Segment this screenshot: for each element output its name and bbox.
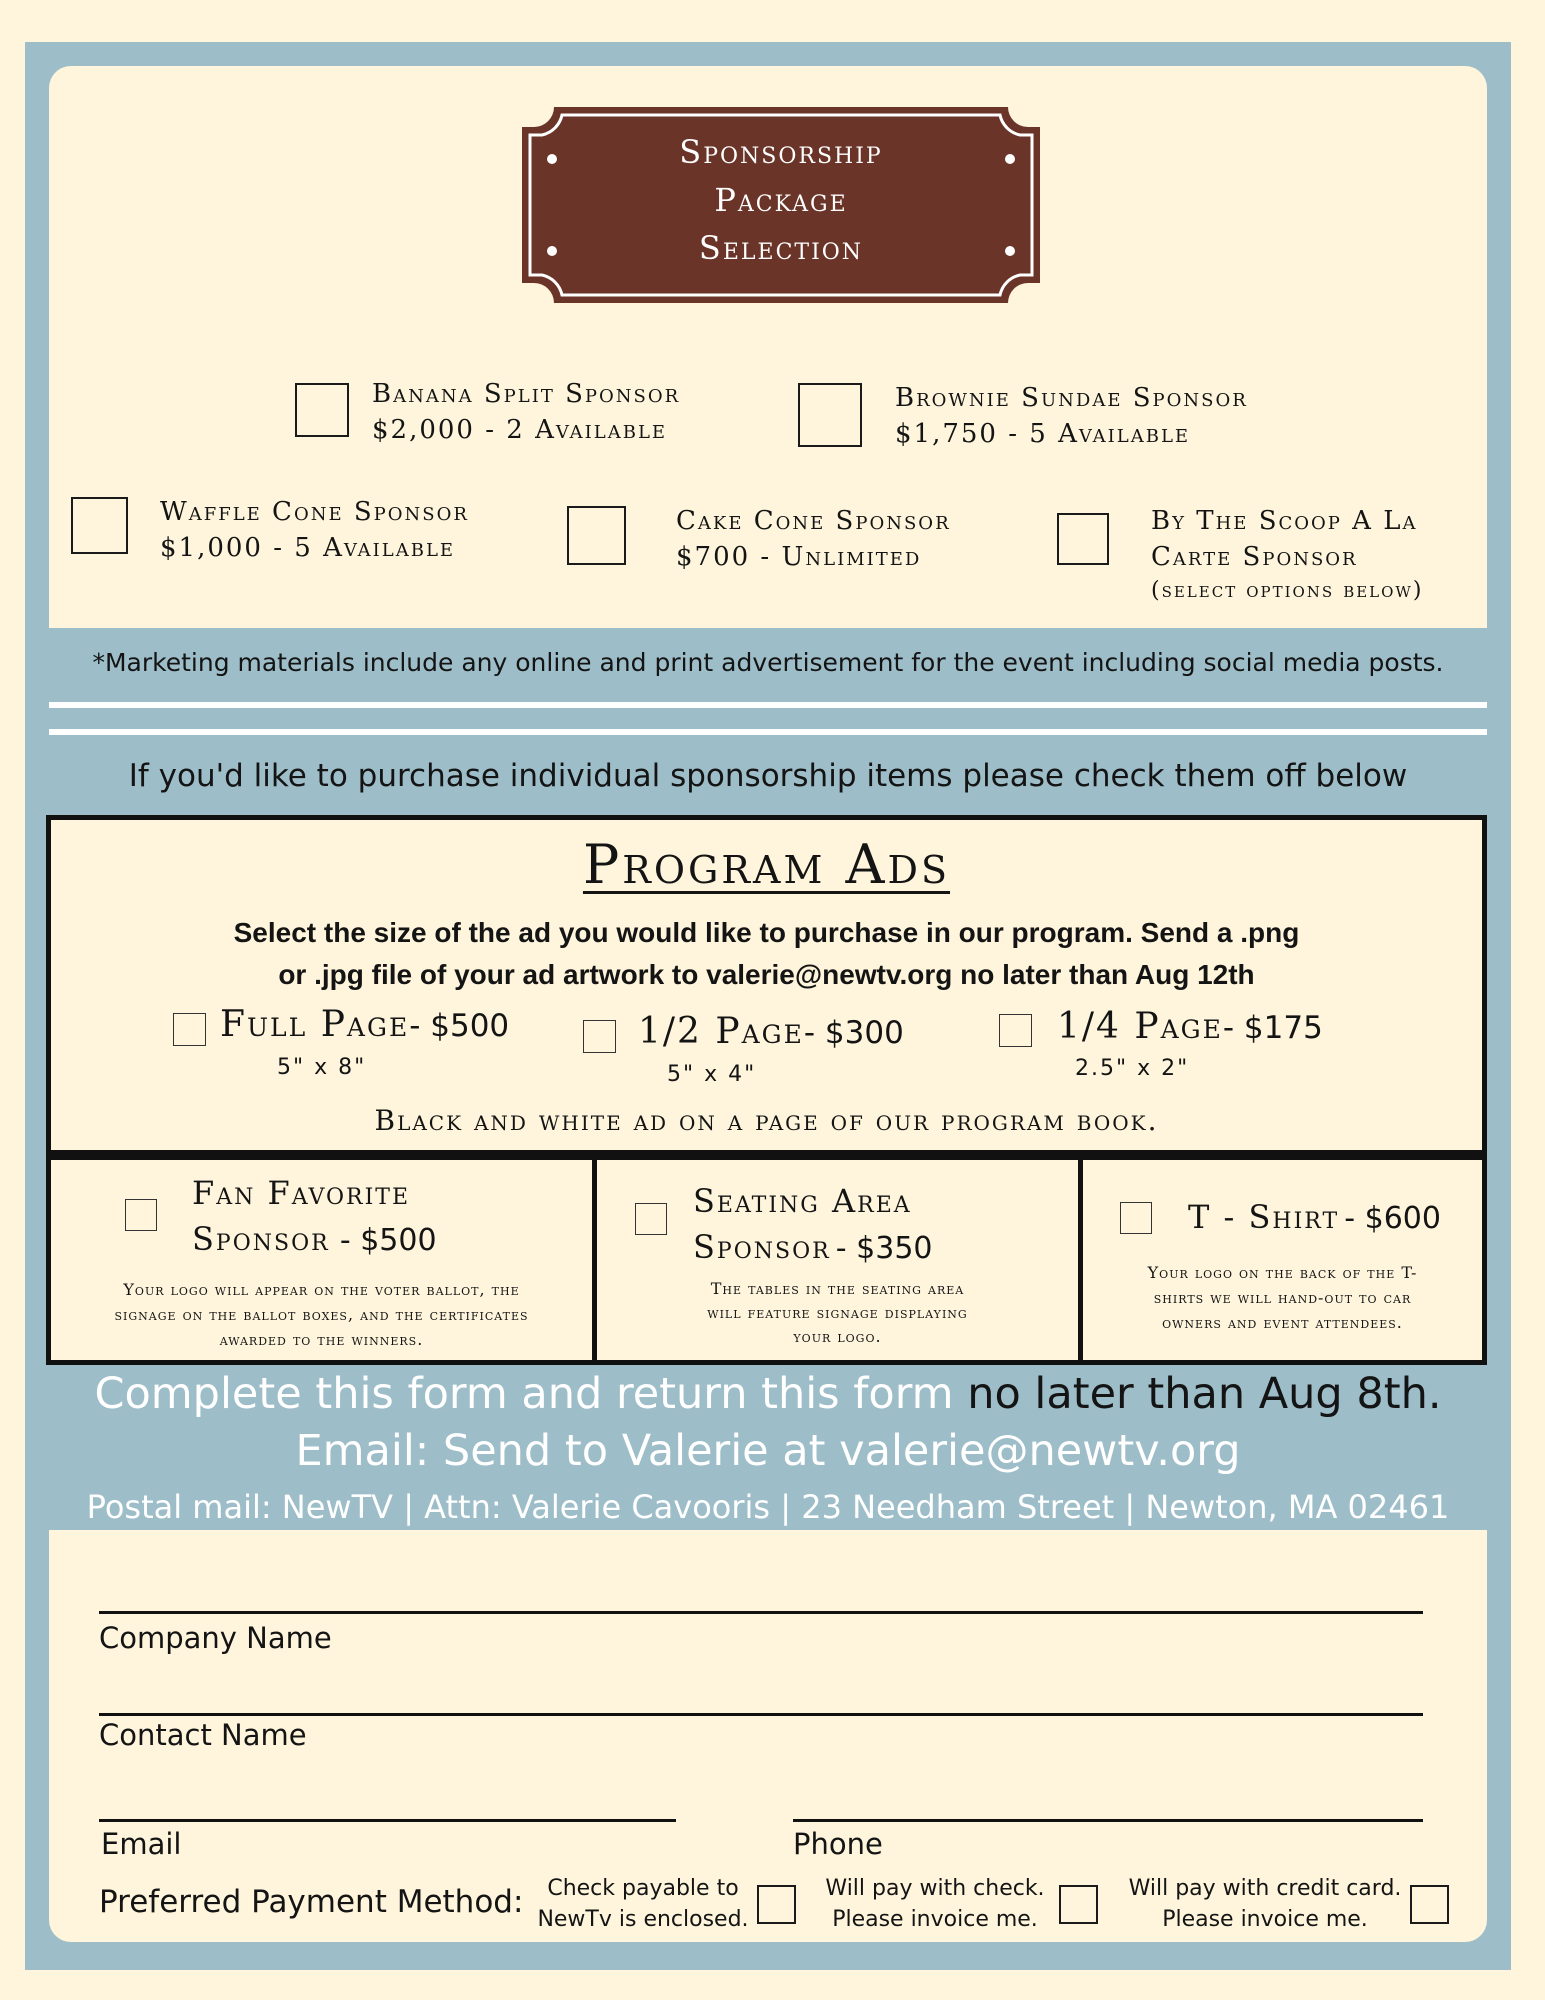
phone-label: Phone bbox=[793, 1827, 883, 1861]
item-desc-line: Your logo will appear on the voter ballot, the bbox=[123, 1280, 520, 1299]
payment-option-invoice-check bbox=[824, 1873, 1046, 1935]
item-desc-line: owners and event attendees. bbox=[1162, 1313, 1403, 1332]
banana-split-checkbox[interactable] bbox=[295, 383, 349, 437]
payment-option-check-enclosed bbox=[536, 1873, 750, 1935]
full-page-size: 5" x 8" bbox=[277, 1055, 367, 1080]
brownie-sundae-option bbox=[895, 380, 1248, 452]
payment-option-line: NewTv is enclosed. bbox=[537, 1907, 749, 1932]
return-deadline-date: no later than Aug 8th. bbox=[967, 1369, 1442, 1419]
quarter-page-checkbox[interactable] bbox=[999, 1014, 1032, 1047]
title-line-2: Package bbox=[714, 181, 848, 219]
full-page-checkbox[interactable] bbox=[173, 1013, 206, 1046]
tshirt-title bbox=[1188, 1194, 1441, 1246]
item-price: - $350 bbox=[835, 1231, 933, 1266]
payment-option-credit-card bbox=[1124, 1873, 1406, 1935]
item-name: T - Shirt bbox=[1188, 1198, 1340, 1236]
ad-option-price: - $300 bbox=[803, 1015, 904, 1051]
brownie-sundae-checkbox[interactable] bbox=[798, 383, 862, 447]
package-name: Brownie Sundae Sponsor bbox=[895, 383, 1248, 413]
seating-area-checkbox[interactable] bbox=[635, 1203, 667, 1235]
package-price: $700 - Unlimited bbox=[676, 542, 922, 572]
package-note: (select options below) bbox=[1151, 578, 1424, 603]
payment-option-line: Will pay with check. bbox=[825, 1876, 1045, 1901]
program-ads-title bbox=[46, 830, 1487, 900]
item-desc-line: Your logo on the back of the T- bbox=[1147, 1263, 1418, 1282]
item-price: - $500 bbox=[339, 1223, 437, 1258]
seating-area-title bbox=[693, 1178, 933, 1276]
package-price: Carte Sponsor bbox=[1151, 542, 1358, 572]
return-postal: Postal mail: NewTV | Attn: Valerie Cavooris | 23 Needham Street | Newton, MA 02461 bbox=[86, 1488, 1450, 1526]
item-desc-line: awarded to the winners. bbox=[219, 1330, 424, 1349]
invoice-check-checkbox[interactable] bbox=[1059, 1885, 1098, 1924]
item-name: Fan Favorite bbox=[192, 1174, 411, 1212]
item-desc-line: The tables in the seating area bbox=[710, 1279, 965, 1298]
item-name: Seating Area bbox=[693, 1182, 912, 1220]
item-desc-line: shirts we will hand-out to car bbox=[1153, 1288, 1412, 1307]
company-name-label: Company Name bbox=[99, 1621, 332, 1655]
banana-split-option bbox=[372, 376, 680, 448]
item-desc-line: will feature signage displaying bbox=[707, 1303, 968, 1322]
tshirt-checkbox[interactable] bbox=[1120, 1202, 1152, 1234]
instructions-line-2: or .jpg file of your ad artwork to valerie@newtv.org no later than Aug 12th bbox=[278, 959, 1255, 990]
divider-line-2 bbox=[49, 729, 1487, 735]
marketing-note: *Marketing materials include any online and print advertisement for the event including social media posts. bbox=[92, 648, 1444, 677]
ad-option-name: Full Page bbox=[220, 1004, 410, 1045]
payment-option-line: Please invoice me. bbox=[832, 1907, 1038, 1932]
item-name: Sponsor bbox=[192, 1220, 330, 1258]
quarter-page-size: 2.5" x 2" bbox=[1075, 1056, 1190, 1081]
instructions-line-1: Select the size of the ad you would like to purchase in our program. Send a .png bbox=[233, 917, 1300, 948]
return-instruction: Complete this form and return this form bbox=[94, 1369, 954, 1419]
seating-area-description bbox=[597, 1277, 1078, 1349]
title-line-1: Sponsorship bbox=[679, 133, 883, 171]
return-deadline bbox=[25, 1365, 1511, 1423]
half-page-size: 5" x 4" bbox=[667, 1062, 757, 1087]
email-input[interactable] bbox=[99, 1819, 676, 1822]
a-la-carte-option bbox=[1151, 503, 1423, 607]
title-line-3: Selection bbox=[698, 229, 864, 267]
item-price: - $600 bbox=[1344, 1201, 1441, 1236]
quarter-page-option bbox=[1057, 1006, 1323, 1047]
check-enclosed-checkbox[interactable] bbox=[757, 1885, 796, 1924]
fan-favorite-checkbox[interactable] bbox=[125, 1199, 157, 1231]
half-page-checkbox[interactable] bbox=[583, 1020, 616, 1053]
payment-option-line: Check payable to bbox=[547, 1876, 739, 1901]
fan-favorite-description bbox=[51, 1277, 592, 1352]
phone-input[interactable] bbox=[793, 1819, 1423, 1822]
package-name: By The Scoop A La bbox=[1151, 506, 1418, 536]
package-price: $1,750 - 5 Available bbox=[895, 419, 1191, 449]
individual-items-prompt: If you'd like to purchase individual sponsorship items please check them off below bbox=[128, 758, 1408, 794]
cake-cone-option bbox=[676, 503, 951, 575]
contact-name-label: Contact Name bbox=[99, 1718, 307, 1752]
cake-cone-checkbox[interactable] bbox=[567, 506, 626, 565]
return-email: Email: Send to Valerie at valerie@newtv.org bbox=[295, 1426, 1241, 1476]
program-ads-instructions bbox=[46, 912, 1487, 996]
full-page-option bbox=[220, 1004, 509, 1045]
tshirt-description bbox=[1083, 1260, 1482, 1335]
contact-name-input[interactable] bbox=[99, 1713, 1423, 1716]
package-price: $2,000 - 2 Available bbox=[372, 415, 668, 445]
divider-line-1 bbox=[49, 702, 1487, 708]
item-desc-line: signage on the ballot boxes, and the certificates bbox=[114, 1305, 529, 1324]
program-ads-title-text: Program Ads bbox=[582, 833, 951, 896]
ad-option-price: - $500 bbox=[409, 1008, 510, 1044]
item-name: Sponsor bbox=[693, 1228, 831, 1266]
payment-option-line: Please invoice me. bbox=[1162, 1907, 1368, 1932]
credit-card-checkbox[interactable] bbox=[1410, 1885, 1449, 1924]
waffle-cone-checkbox[interactable] bbox=[71, 497, 128, 554]
company-name-input[interactable] bbox=[99, 1611, 1423, 1614]
ad-option-name: 1/2 Page bbox=[638, 1011, 804, 1052]
ad-option-price: - $175 bbox=[1222, 1010, 1323, 1046]
package-name: Cake Cone Sponsor bbox=[676, 506, 951, 536]
fan-favorite-title bbox=[192, 1170, 437, 1268]
payment-method-label: Preferred Payment Method: bbox=[99, 1884, 524, 1920]
a-la-carte-checkbox[interactable] bbox=[1057, 513, 1109, 565]
page-title bbox=[522, 128, 1040, 272]
package-name: Waffle Cone Sponsor bbox=[160, 497, 469, 527]
payment-option-line: Will pay with credit card. bbox=[1128, 1876, 1402, 1901]
ad-option-name: 1/4 Page bbox=[1057, 1006, 1223, 1047]
half-page-option bbox=[638, 1011, 904, 1052]
package-name: Banana Split Sponsor bbox=[372, 379, 681, 409]
email-label: Email bbox=[101, 1827, 182, 1861]
item-desc-line: your logo. bbox=[793, 1327, 882, 1346]
waffle-cone-option bbox=[160, 494, 469, 566]
package-price: $1,000 - 5 Available bbox=[160, 533, 456, 563]
program-ads-footnote: Black and white ad on a page of our program book. bbox=[374, 1104, 1159, 1137]
